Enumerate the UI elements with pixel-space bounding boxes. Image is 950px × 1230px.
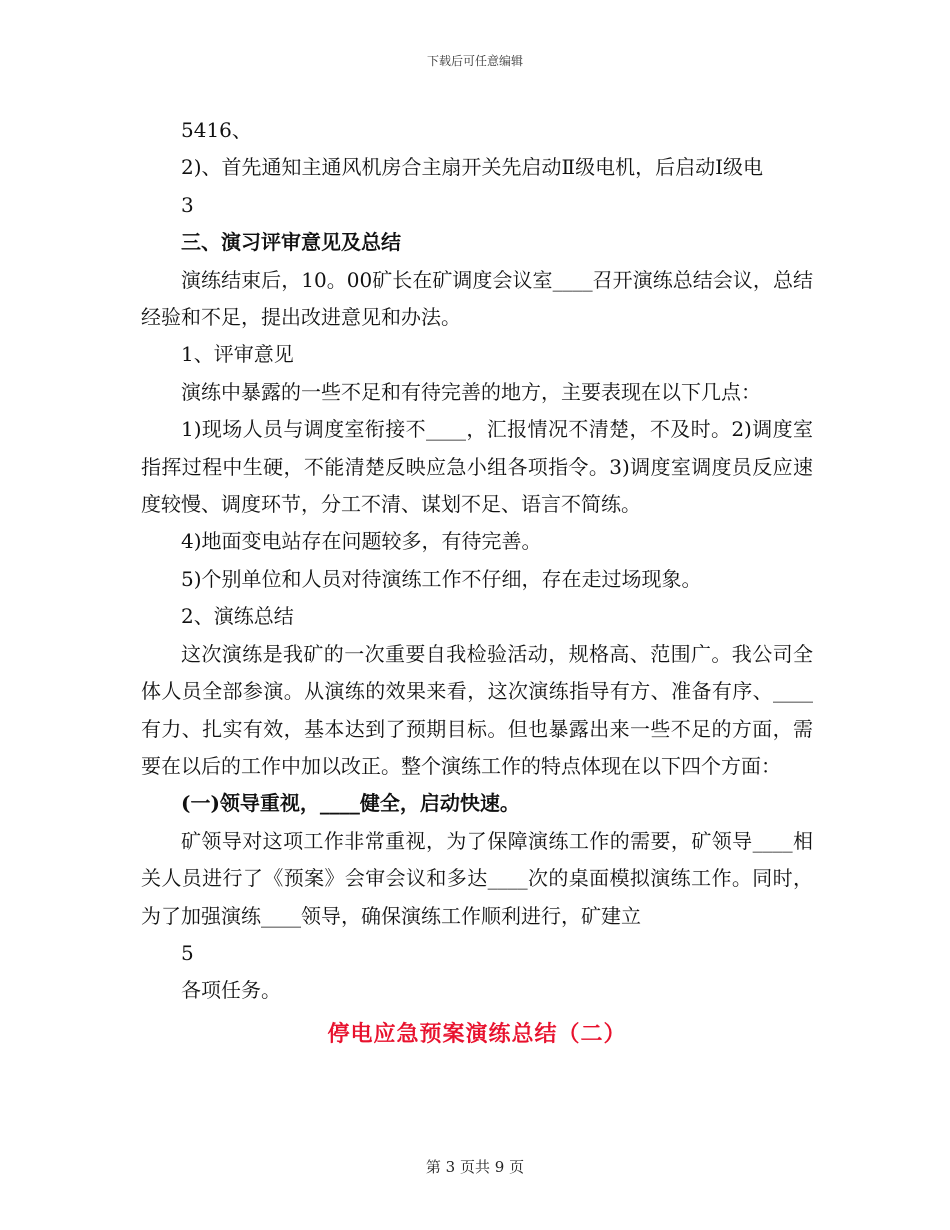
page-header: 下载后可任意编辑 [426,54,523,68]
paragraph-3: 3 [181,192,194,217]
paragraph-2: 2)、首先通知主通风机房合主扇开关先启动Ⅱ级电机，后启动Ⅰ级电 [181,155,764,180]
paragraph-8: 1)现场人员与调度室衔接不____，汇报情况不清楚，不及时。2)调度室指挥过程中生硬，不能清楚反映应急小组各项指令。3)调度室调度员反应速度较慢、调度环节，分工不清、谋划不足、语言不简练。 [141,417,813,517]
section-heading-3: 三、演习评审意见及总结 [181,230,401,255]
page-footer: 第 3 页共 9 页 [425,1158,525,1176]
paragraph-5: 演练结束后，10。00矿长在矿调度会议室____召开演练总结会议，总结经验和不足，提出改进意见和办法。 [141,267,813,330]
paragraph-7: 演练中暴露的一些不足和有待完善的地方，主要表现在以下几点： [181,379,761,404]
paragraph-12: 这次演练是我矿的一次重要自我检验活动，规格高、范围广。我公司全体人员全部参演。从演练的效果来看，这次演练指导有方、准备有序、____有力、扎实有效，基本达到了预期目标。但也暴露出来一些不足的方面，需要在以后的工作中加以改正。整个演练工作的特点体现在以下四个方面： [141,641,813,778]
paragraph-14: 矿领导对这项工作非常重视，为了保障演练工作的需要，矿领导____相关人员进行了《预案》会审会议和多达____次的桌面模拟演练工作。同时，为了加强演练____领导，确保演练工作顺利进行，矿建立 [141,828,813,928]
paragraph-15: 5 [181,940,194,965]
paragraph-9: 4)地面变电站存在问题较多，有待完善。 [181,529,542,554]
paragraph-10: 5)个别单位和人员对待演练工作不仔细，存在走过场现象。 [181,566,702,591]
paragraph-16: 各项任务。 [181,978,281,1003]
document-body [141,112,813,1053]
subheading-drill-summary: 2、演练总结 [181,604,294,629]
subheading-review-opinion: 1、评审意见 [181,342,294,367]
subheading-leadership: (一)领导重视，____健全，启动快速。 [181,791,520,816]
paragraph-1: 5416、 [181,118,252,142]
section-title: 停电应急预案演练总结（二） [327,1020,627,1047]
